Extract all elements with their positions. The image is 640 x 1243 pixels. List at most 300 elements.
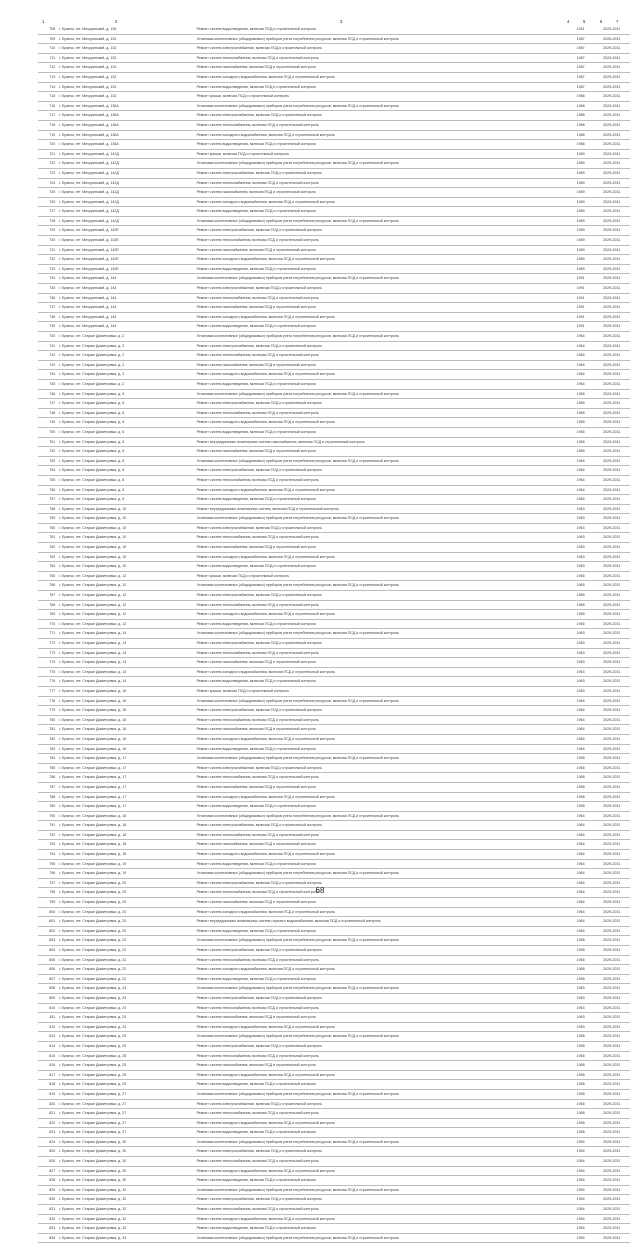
table-row (38, 130, 630, 140)
cell-num: 788 (38, 792, 57, 802)
cell-addr: г. Брянск, пгт. Мичуринский, д. 142Е (57, 255, 194, 265)
table-row (38, 523, 630, 533)
cell-addr: г. Брянск, пгт. Мичуринский, д. 132 (57, 53, 194, 63)
table-row (38, 370, 630, 380)
cell-addr: г. Брянск, пгт. Старые Димитровка, д. 8 (57, 447, 194, 457)
cell-num: 831 (38, 1205, 57, 1215)
cell-addr: г. Брянск, пгт. Старые Димитровка, д. 32 (57, 1214, 194, 1224)
table-row (38, 197, 630, 207)
cell-period: 2029-2031 (594, 696, 631, 706)
cell-num: 734 (38, 274, 57, 284)
cell-addr: г. Брянск, пгт. Старые Димитровка, д. 12 (57, 591, 194, 601)
cell-num: 711 (38, 53, 57, 63)
cell-work: Ремонт систем водоотведения, включая ПСД и строительный контроль (195, 379, 568, 389)
cell-addr: г. Брянск, пгт. Мичуринский, д. 136А (57, 140, 194, 150)
cell-num: 752 (38, 447, 57, 457)
cell-year: 1964 (568, 706, 594, 716)
cell-num: 797 (38, 878, 57, 888)
cell-period: 2029-2031 (594, 514, 631, 524)
cell-year: 1954 (568, 1176, 594, 1186)
cell-num: 756 (38, 485, 57, 495)
table-row (38, 303, 630, 313)
cell-year: 1989 (568, 207, 594, 217)
cell-num: 745 (38, 379, 57, 389)
table-row (38, 92, 630, 102)
cell-num: 709 (38, 34, 57, 44)
table-row (38, 418, 630, 428)
cell-addr: г. Брянск, пгт. Мичуринский, д. 142Д (57, 216, 194, 226)
cell-period: 2029-2031 (594, 475, 631, 485)
cell-period: 2029-2031 (594, 830, 631, 840)
cell-period: 2029-2031 (594, 878, 631, 888)
cell-addr: г. Брянск, пгт. Старые Димитровка, д. 2 (57, 360, 194, 370)
cell-addr: г. Брянск, пгт. Старые Димитровка, д. 10 (57, 514, 194, 524)
cell-period: 2029-2031 (594, 1099, 631, 1109)
cell-year: 1958 (568, 1118, 594, 1128)
cell-addr: г. Брянск, пгт. Старые Димитровка, д. 10 (57, 504, 194, 514)
cell-year: 1963 (568, 504, 594, 514)
cell-num: 794 (38, 850, 57, 860)
cell-period: 2029-2031 (594, 600, 631, 610)
cell-addr: г. Брянск, пгт. Старые Димитровка, д. 27 (57, 1128, 194, 1138)
table-row (38, 619, 630, 629)
cell-year: 1958 (568, 936, 594, 946)
cell-num: 808 (38, 984, 57, 994)
cell-addr: г. Брянск, пгт. Мичуринский, д. 142Е (57, 226, 194, 236)
cell-work: Ремонт крыши, включая ПСД и строительный контроль (195, 149, 568, 159)
cell-num: 764 (38, 562, 57, 572)
cell-year: 1964 (568, 898, 594, 908)
cell-num: 717 (38, 111, 57, 121)
cell-num: 806 (38, 965, 57, 975)
cell-period: 2029-2031 (594, 360, 631, 370)
cell-num: 765 (38, 571, 57, 581)
cell-num: 787 (38, 782, 57, 792)
cell-work: Ремонт систем холодного водоснабжения, включая ПСД и строительный контроль (195, 255, 568, 265)
cell-addr: г. Брянск, пгт. Старые Димитровка, д. 8 (57, 475, 194, 485)
cell-year: 1958 (568, 1070, 594, 1080)
cell-period: 2029-2031 (594, 1070, 631, 1080)
cell-addr: г. Брянск, пгт. Мичуринский, д. 142Е (57, 245, 194, 255)
cell-period: 2029-2031 (594, 82, 631, 92)
cell-year: 1965 (568, 447, 594, 457)
cell-work: Ремонт систем теплоснабжения, включая ПСД и строительный контроль (195, 1157, 568, 1167)
cell-period: 2029-2031 (594, 552, 631, 562)
table-row (38, 1157, 630, 1167)
cell-addr: г. Брянск, пгт. Старые Димитровка, д. 6 (57, 399, 194, 409)
cell-year: 1991 (568, 312, 594, 322)
cell-num: 767 (38, 591, 57, 601)
cell-year: 1963 (568, 984, 594, 994)
cell-addr: г. Брянск, пгт. Старые Димитровка, д. 20 (57, 888, 194, 898)
table-row (38, 802, 630, 812)
cell-work: Ремонт систем холодного водоснабжения, включая ПСД и строительный контроль (195, 370, 568, 380)
cell-year: 1958 (568, 763, 594, 773)
cell-work: Ремонт систем электроснабжения, включая ПСД и строительный контроль (195, 763, 568, 773)
cell-addr: г. Брянск, пгт. Старые Димитровка, д. 27 (57, 1089, 194, 1099)
cell-work: Ремонт систем холодного водоснабжения, включая ПСД и строительный контроль (195, 1214, 568, 1224)
cell-year: 1964 (568, 351, 594, 361)
cell-addr: г. Брянск, пгт. Старые Димитровка, д. 17 (57, 763, 194, 773)
cell-year: 1963 (568, 993, 594, 1003)
cell-addr: г. Брянск, пгт. Старые Димитровка, д. 10 (57, 523, 194, 533)
cell-addr: г. Брянск, пгт. Старые Димитровка, д. 22 (57, 965, 194, 975)
table-row (38, 1051, 630, 1061)
cell-num: 715 (38, 92, 57, 102)
cell-work: Установка коллективных (общедомовых) приборов учета потребления ресурсов, включая ПСД и строительный контроль (195, 629, 568, 639)
table-row (38, 168, 630, 178)
cell-work: Установка коллективных (общедомовых) приборов учета потребления ресурсов, включая ПСД и строительный контроль (195, 1233, 568, 1243)
table-row (38, 1032, 630, 1042)
cell-work: Установка коллективных (общедомовых) приборов учета потребления ресурсов, включая ПСД и строительный контроль (195, 159, 568, 169)
table-row (38, 926, 630, 936)
cell-year: 1987 (568, 72, 594, 82)
cell-addr: г. Брянск, пгт. Мичуринский, д. 144 (57, 322, 194, 332)
cell-period: 2029-2031 (594, 1224, 631, 1234)
cell-period: 2029-2031 (594, 610, 631, 620)
cell-addr: г. Брянск, пгт. Мичуринский, д. 142Д (57, 159, 194, 169)
table-row (38, 763, 630, 773)
cell-year: 1958 (568, 1099, 594, 1109)
repair-schedule-table (38, 25, 630, 1243)
cell-num: 818 (38, 1080, 57, 1090)
cell-year: 1964 (568, 917, 594, 927)
cell-period: 2029-2031 (594, 351, 631, 361)
cell-addr: г. Брянск, пгт. Мичуринский, д. 132 (57, 72, 194, 82)
cell-addr: г. Брянск, пгт. Старые Димитровка, д. 32 (57, 1185, 194, 1195)
cell-num: 760 (38, 523, 57, 533)
cell-period: 2029-2031 (594, 101, 631, 111)
cell-work: Ремонт систем электроснабжения, включая ПСД и строительный контроль (195, 1195, 568, 1205)
cell-num: 747 (38, 399, 57, 409)
cell-addr: г. Брянск, пгт. Мичуринский, д. 132 (57, 44, 194, 54)
cell-num: 809 (38, 993, 57, 1003)
cell-num: 731 (38, 245, 57, 255)
cell-year: 1958 (568, 974, 594, 984)
cell-period: 2029-2031 (594, 168, 631, 178)
cell-period: 2029-2031 (594, 1041, 631, 1051)
table-row (38, 485, 630, 495)
cell-work: Ремонт систем электроснабжения, включая ПСД и строительный контроль (195, 111, 568, 121)
cell-num: 791 (38, 821, 57, 831)
cell-period: 2029-2031 (594, 802, 631, 812)
cell-addr: г. Брянск, пгт. Старые Димитровка, д. 30 (57, 1147, 194, 1157)
cell-num: 828 (38, 1176, 57, 1186)
cell-period: 2029-2031 (594, 466, 631, 476)
cell-num: 782 (38, 734, 57, 744)
cell-num: 824 (38, 1137, 57, 1147)
cell-period: 2029-2031 (594, 72, 631, 82)
cell-work: Ремонт систем водоотведения, включая ПСД и строительный контроль (195, 1176, 568, 1186)
cell-work: Ремонт систем электроснабжения, включая ПСД и строительный контроль (195, 44, 568, 54)
column-header-1: 1 (42, 19, 45, 24)
cell-work: Ремонт систем электроснабжения, включая ПСД и строительный контроль (195, 591, 568, 601)
cell-num: 827 (38, 1166, 57, 1176)
cell-period: 2029-2031 (594, 1166, 631, 1176)
cell-addr: г. Брянск, пгт. Старые Димитровка, д. 16 (57, 725, 194, 735)
table-row (38, 629, 630, 639)
cell-num: 737 (38, 303, 57, 313)
cell-num: 817 (38, 1070, 57, 1080)
cell-num: 738 (38, 312, 57, 322)
table-row (38, 898, 630, 908)
cell-year: 1954 (568, 1147, 594, 1157)
table-row (38, 974, 630, 984)
cell-addr: г. Брянск, пгт. Мичуринский, д. 144 (57, 284, 194, 294)
cell-work: Ремонт систем газоснабжения, включая ПСД и строительный контроль (195, 840, 568, 850)
table-row (38, 255, 630, 265)
cell-period: 2029-2031 (594, 639, 631, 649)
cell-work: Ремонт систем холодного водоснабжения, включая ПСД и строительный контроль (195, 610, 568, 620)
cell-year: 1963 (568, 514, 594, 524)
table-row (38, 466, 630, 476)
cell-year: 1988 (568, 140, 594, 150)
cell-year: 1965 (568, 591, 594, 601)
cell-period: 2029-2031 (594, 1109, 631, 1119)
cell-year: 1989 (568, 236, 594, 246)
column-header-3: 3 (340, 19, 343, 24)
cell-year: 1963 (568, 686, 594, 696)
cell-addr: г. Брянск, пгт. Старые Димитровка, д. 8 (57, 437, 194, 447)
table-row (38, 648, 630, 658)
cell-addr: г. Брянск, пгт. Старые Димитровка, д. 27 (57, 1118, 194, 1128)
cell-year: 1988 (568, 101, 594, 111)
cell-period: 2029-2031 (594, 677, 631, 687)
cell-period: 2029-2031 (594, 25, 631, 34)
cell-num: 774 (38, 658, 57, 668)
cell-year: 1958 (568, 946, 594, 956)
cell-work: Установка коллективных (общедомовых) приборов учета потребления ресурсов, включая ПСД и строительный контроль (195, 274, 568, 284)
cell-num: 713 (38, 72, 57, 82)
cell-period: 2029-2031 (594, 1032, 631, 1042)
table-row (38, 293, 630, 303)
cell-work: Ремонт систем холодного водоснабжения, включая ПСД и строительный контроль (195, 197, 568, 207)
cell-addr: г. Брянск, пгт. Мичуринский, д. 144 (57, 312, 194, 322)
cell-work: Ремонт систем теплоснабжения, включая ПСД и строительный контроль (195, 53, 568, 63)
cell-year: 1958 (568, 1128, 594, 1138)
cell-num: 751 (38, 437, 57, 447)
table-row (38, 1061, 630, 1071)
cell-addr: г. Брянск, пгт. Старые Димитровка, д. 25 (57, 1080, 194, 1090)
column-header-7: 7 (616, 19, 619, 24)
cell-num: 770 (38, 619, 57, 629)
table-row (38, 1109, 630, 1119)
table-row (38, 1176, 630, 1186)
cell-period: 2029-2031 (594, 706, 631, 716)
cell-period: 2029-2031 (594, 236, 631, 246)
table-row (38, 120, 630, 130)
cell-addr: г. Брянск, пгт. Старые Димитровка, д. 27 (57, 1109, 194, 1119)
page-number: 68 (315, 886, 325, 895)
cell-year: 1987 (568, 44, 594, 54)
cell-num: 742 (38, 351, 57, 361)
table-row (38, 44, 630, 54)
cell-work: Ремонт систем холодного водоснабжения, включая ПСД и строительный контроль (195, 1166, 568, 1176)
cell-num: 801 (38, 917, 57, 927)
table-row (38, 811, 630, 821)
cell-num: 754 (38, 466, 57, 476)
cell-num: 776 (38, 677, 57, 687)
cell-period: 2029-2031 (594, 1147, 631, 1157)
cell-addr: г. Брянск, пгт. Старые Димитровка, д. 8 (57, 456, 194, 466)
cell-year: 1964 (568, 840, 594, 850)
cell-num: 772 (38, 639, 57, 649)
table-row (38, 706, 630, 716)
cell-num: 749 (38, 418, 57, 428)
cell-addr: г. Брянск, пгт. Старые Димитровка, д. 6 (57, 427, 194, 437)
cell-work: Ремонт систем водоотведения, включая ПСД и строительный контроль (195, 802, 568, 812)
cell-work: Ремонт систем газоснабжения, включая ПСД и строительный контроль (195, 658, 568, 668)
cell-period: 2029-2031 (594, 408, 631, 418)
cell-year: 1963 (568, 1013, 594, 1023)
cell-period: 2029-2031 (594, 888, 631, 898)
cell-work: Ремонт систем электроснабжения, включая ПСД и строительный контроль (195, 821, 568, 831)
cell-num: 792 (38, 830, 57, 840)
table-row (38, 946, 630, 956)
cell-addr: г. Брянск, пгт. Мичуринский, д. 142Д (57, 188, 194, 198)
cell-period: 2029-2031 (594, 312, 631, 322)
cell-work: Ремонт систем холодного водоснабжения, включая ПСД и строительный контроль (195, 552, 568, 562)
cell-work: Ремонт систем холодного водоснабжения, включая ПСД и строительный контроль (195, 72, 568, 82)
cell-work: Ремонт систем холодного водоснабжения, включая ПСД и строительный контроль (195, 130, 568, 140)
table-row (38, 821, 630, 831)
cell-work: Ремонт крыши, включая ПСД и строительный контроль (195, 686, 568, 696)
table-row (38, 1166, 630, 1176)
cell-period: 2029-2031 (594, 149, 631, 159)
cell-period: 2029-2031 (594, 523, 631, 533)
table-row (38, 63, 630, 73)
cell-num: 810 (38, 1003, 57, 1013)
cell-addr: г. Брянск, пгт. Старые Димитровка, д. 24 (57, 993, 194, 1003)
cell-year: 1963 (568, 629, 594, 639)
cell-work: Установка коллективных (общедомовых) приборов учета потребления ресурсов, включая ПСД и строительный контроль (195, 514, 568, 524)
cell-year: 1964 (568, 859, 594, 869)
cell-num: 821 (38, 1109, 57, 1119)
cell-year: 1988 (568, 111, 594, 121)
cell-num: 759 (38, 514, 57, 524)
cell-year: 1989 (568, 159, 594, 169)
cell-period: 2029-2031 (594, 274, 631, 284)
cell-num: 773 (38, 648, 57, 658)
cell-addr: г. Брянск, пгт. Старые Димитровка, д. 12 (57, 581, 194, 591)
cell-period: 2029-2031 (594, 197, 631, 207)
cell-addr: г. Брянск, пгт. Старые Димитровка, д. 2 (57, 332, 194, 342)
cell-num: 724 (38, 178, 57, 188)
cell-work: Установка коллективных (общедомовых) приборов учета потребления ресурсов, включая ПСД и строительный контроль (195, 389, 568, 399)
cell-work: Ремонт систем холодного водоснабжения, включая ПСД и строительный контроль (195, 1118, 568, 1128)
cell-period: 2029-2031 (594, 63, 631, 73)
cell-period: 2029-2031 (594, 255, 631, 265)
table-row (38, 610, 630, 620)
table-row (38, 658, 630, 668)
cell-work: Ремонт систем электроснабжения, включая ПСД и строительный контроль (195, 946, 568, 956)
cell-num: 793 (38, 840, 57, 850)
cell-year: 1965 (568, 418, 594, 428)
cell-period: 2029-2031 (594, 1176, 631, 1186)
cell-period: 2029-2031 (594, 917, 631, 927)
table-row (38, 207, 630, 217)
cell-year: 1964 (568, 332, 594, 342)
cell-period: 2029-2031 (594, 984, 631, 994)
cell-addr: г. Брянск, пгт. Старые Димитровка, д. 24 (57, 984, 194, 994)
cell-work: Ремонт систем водоотведения, включая ПСД и строительный контроль (195, 1224, 568, 1234)
cell-period: 2029-2031 (594, 763, 631, 773)
cell-year: 1958 (568, 1089, 594, 1099)
cell-work: Установка коллективных (общедомовых) приборов учета потребления ресурсов, включая ПСД и строительный контроль (195, 984, 568, 994)
table-row (38, 830, 630, 840)
cell-num: 720 (38, 140, 57, 150)
cell-period: 2029-2031 (594, 821, 631, 831)
cell-addr: г. Брянск, пгт. Мичуринский, д. 142Е (57, 264, 194, 274)
cell-num: 757 (38, 495, 57, 505)
table-row (38, 399, 630, 409)
cell-work: Ремонт систем электроснабжения, включая ПСД и строительный контроль (195, 341, 568, 351)
cell-work: Ремонт систем теплоснабжения, включая ПСД и строительный контроль (195, 888, 568, 898)
cell-num: 805 (38, 955, 57, 965)
cell-period: 2029-2031 (594, 207, 631, 217)
table-row (38, 504, 630, 514)
cell-addr: г. Брянск, пгт. Старые Димитровка, д. 24 (57, 1013, 194, 1023)
cell-year: 1964 (568, 878, 594, 888)
cell-num: 833 (38, 1224, 57, 1234)
cell-year: 1954 (568, 1195, 594, 1205)
cell-num: 825 (38, 1147, 57, 1157)
cell-period: 2029-2031 (594, 543, 631, 553)
cell-period: 2029-2031 (594, 850, 631, 860)
table-row (38, 351, 630, 361)
cell-work: Ремонт внутридомовых инженерных систем горячего водоснабжения, включая ПСД и строительный контроль (195, 917, 568, 927)
cell-num: 732 (38, 255, 57, 265)
cell-work: Установка коллективных (общедомовых) приборов учета потребления ресурсов, включая ПСД и строительный контроль (195, 936, 568, 946)
cell-addr: г. Брянск, пгт. Мичуринский, д. 136А (57, 111, 194, 121)
cell-num: 811 (38, 1013, 57, 1023)
table-row (38, 917, 630, 927)
cell-addr: г. Брянск, пгт. Мичуринский, д. 132 (57, 82, 194, 92)
cell-num: 829 (38, 1185, 57, 1195)
cell-period: 2029-2031 (594, 178, 631, 188)
cell-year: 1963 (568, 523, 594, 533)
cell-addr: г. Брянск, пгт. Старые Димитровка, д. 16 (57, 706, 194, 716)
cell-period: 2029-2031 (594, 226, 631, 236)
table-row (38, 859, 630, 869)
cell-num: 733 (38, 264, 57, 274)
cell-period: 2029-2031 (594, 284, 631, 294)
cell-period: 2029-2031 (594, 159, 631, 169)
cell-work: Ремонт систем электроснабжения, включая ПСД и строительный контроль (195, 466, 568, 476)
table-row (38, 984, 630, 994)
cell-num: 721 (38, 149, 57, 159)
cell-addr: г. Брянск, пгт. Старые Димитровка, д. 14 (57, 648, 194, 658)
cell-year: 1958 (568, 782, 594, 792)
cell-year: 1964 (568, 811, 594, 821)
cell-addr: г. Брянск, пгт. Мичуринский, д. 126 (57, 25, 194, 34)
table-row (38, 389, 630, 399)
cell-work: Ремонт систем холодного водоснабжения, включая ПСД и строительный контроль (195, 667, 568, 677)
cell-addr: г. Брянск, пгт. Мичуринский, д. 142Е (57, 236, 194, 246)
cell-work: Ремонт систем теплоснабжения, включая ПСД и строительный контроль (195, 120, 568, 130)
cell-addr: г. Брянск, пгт. Старые Димитровка, д. 24 (57, 1003, 194, 1013)
cell-year: 1987 (568, 82, 594, 92)
table-row (38, 34, 630, 44)
cell-period: 2029-2031 (594, 140, 631, 150)
cell-work: Ремонт систем электроснабжения, включая ПСД и строительный контроль (195, 1041, 568, 1051)
cell-period: 2029-2031 (594, 504, 631, 514)
cell-period: 2029-2031 (594, 1013, 631, 1023)
cell-year: 1989 (568, 245, 594, 255)
cell-period: 2029-2031 (594, 332, 631, 342)
cell-period: 2029-2031 (594, 993, 631, 1003)
cell-period: 2026-2031 (594, 34, 631, 44)
